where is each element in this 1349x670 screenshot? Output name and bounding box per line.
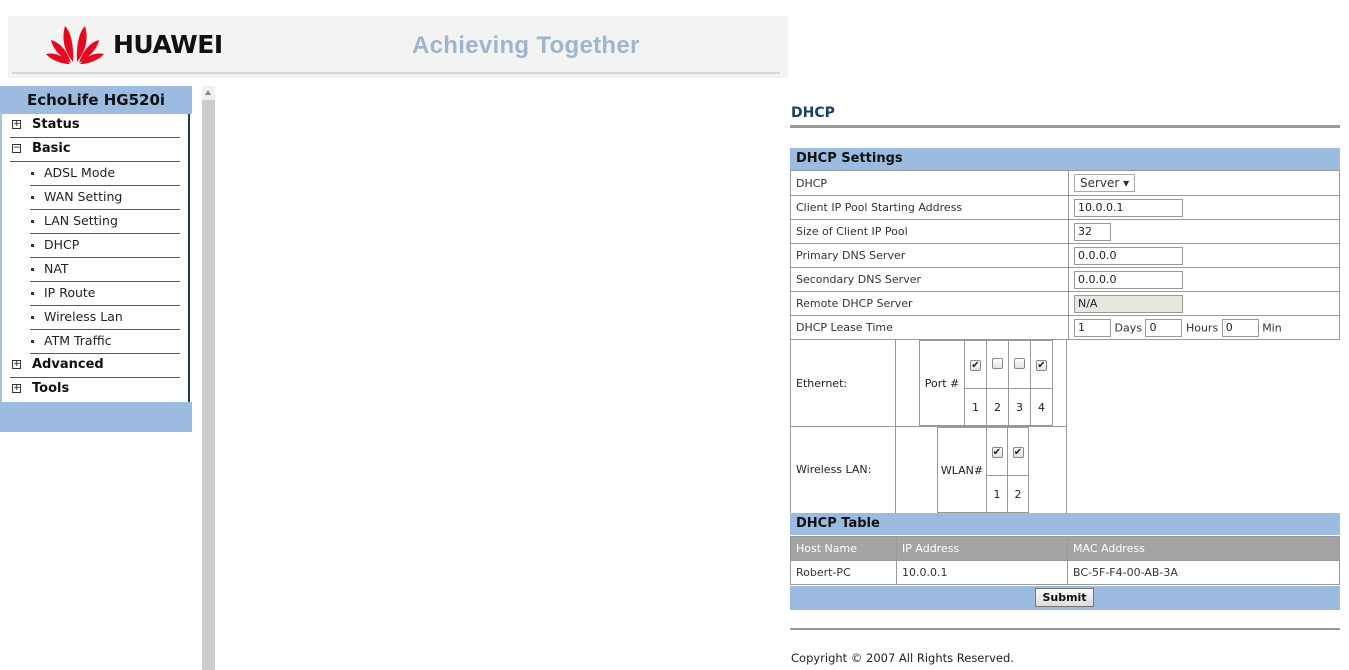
wireless-cell [791,427,1067,514]
expand-icon: + [13,383,21,393]
device-model-title: EchoLife HG520i [0,86,192,114]
brand-name: HUAWEI [113,30,223,59]
nav-item-label: LAN Setting [44,213,118,228]
submit-bar [790,586,1340,610]
ethernet-port-4-checkbox[interactable]: ✔ [1037,360,1046,371]
dhcp-mode-select[interactable]: Server ▾ [1074,174,1135,192]
dhcp-mode-label: DHCP [791,171,1069,196]
copyright-text: Copyright © 2007 All Rights Reserved. [791,651,1014,665]
port-number: 4 [1031,389,1053,426]
brand-slogan: Achieving Together [412,32,640,59]
expand-icon: + [13,119,21,129]
footer-divider [790,628,1340,630]
bullet-icon [31,244,34,247]
port-number: 1 [965,389,987,426]
sidebar-nav [0,114,190,402]
dhcp-client-table [790,536,1340,585]
ethernet-port-1-checkbox[interactable]: ✔ [971,360,980,371]
vertical-scrollbar[interactable] [202,86,215,670]
port-number-label: Port # [920,341,965,426]
column-header: Host Name [791,537,897,561]
nav-group-advanced[interactable] [10,354,180,378]
port-number: 3 [1009,389,1031,426]
nav-item-label: IP Route [44,285,96,300]
bullet-icon [31,220,34,223]
nav-group-label: Tools [32,381,70,396]
nav-item-atm-traffic[interactable] [30,330,180,354]
nav-item-label: WAN Setting [44,189,123,204]
sidebar-footer [0,402,192,432]
ethernet-port-2-checkbox[interactable] [992,358,1003,369]
ethernet-label: Ethernet: [796,377,848,390]
bullet-icon [31,316,34,319]
host-name-cell: Robert-PC [791,561,897,585]
lease-hours-unit: Hours [1185,321,1219,334]
ip-address-cell: 10.0.0.1 [897,561,1068,585]
wlan-number: 2 [1008,476,1029,513]
nav-group-status[interactable] [10,114,180,138]
title-divider [790,125,1340,128]
scroll-up-arrow-icon[interactable] [202,86,215,100]
table-header-row [791,537,1340,561]
port-assignment-block [790,339,1340,513]
lease-days-input[interactable] [1074,319,1111,337]
column-divider [895,340,896,426]
nav-item-label: ATM Traffic [44,333,112,348]
column-header: MAC Address [1068,537,1340,561]
bullet-icon [31,292,34,295]
ethernet-cell [791,340,1067,427]
collapse-icon: − [13,143,21,153]
nav-item-label: NAT [44,261,69,276]
lease-days-unit: Days [1114,321,1142,334]
primary-dns-label: Primary DNS Server [791,244,1069,268]
ethernet-port-table [919,340,1053,426]
pool-size-label: Size of Client IP Pool [791,220,1069,244]
nav-item-ip-route[interactable] [30,282,180,306]
nav-item-wireless-lan[interactable] [30,306,180,330]
nav-group-tools[interactable] [10,378,180,402]
submit-button[interactable]: Submit [1035,588,1094,607]
bullet-icon [31,340,34,343]
remote-dhcp-label: Remote DHCP Server [791,292,1069,316]
primary-dns-input[interactable] [1074,247,1183,265]
nav-item-adsl-mode[interactable] [30,162,180,186]
lease-hours-input[interactable] [1145,319,1182,337]
expand-icon: + [13,359,21,369]
secondary-dns-input[interactable] [1074,271,1183,289]
page-title: DHCP [791,105,835,121]
mac-address-cell: BC-5F-F4-00-AB-3A [1068,561,1340,585]
wlan-number-label: WLAN# [938,428,987,513]
wlan-number: 1 [987,476,1008,513]
huawei-logo-icon [45,18,105,64]
wlan-2-checkbox[interactable]: ✔ [1013,447,1023,458]
lease-time-label: DHCP Lease Time [791,316,1069,340]
header-banner [8,16,788,78]
section-header-dhcp-settings: DHCP Settings [790,148,1340,170]
ethernet-port-3-checkbox[interactable] [1014,358,1025,369]
nav-item-nat[interactable] [30,258,180,282]
nav-item-wan-setting[interactable] [30,186,180,210]
bullet-icon [31,196,34,199]
column-header: IP Address [897,537,1068,561]
secondary-dns-label: Secondary DNS Server [791,268,1069,292]
wlan-1-checkbox[interactable]: ✔ [992,447,1002,458]
pool-start-input[interactable] [1074,199,1183,217]
remote-dhcp-input [1074,295,1183,313]
pool-start-label: Client IP Pool Starting Address [791,196,1069,220]
nav-group-label: Basic [32,141,71,156]
lease-min-input[interactable] [1222,319,1259,337]
pool-size-input[interactable] [1074,223,1111,241]
nav-group-label: Advanced [32,357,104,372]
column-divider [895,427,896,513]
nav-item-lan-setting[interactable] [30,210,180,234]
banner-divider [12,72,780,74]
nav-item-label: DHCP [44,237,80,252]
section-header-dhcp-table: DHCP Table [790,513,1340,535]
wireless-lan-label: Wireless LAN: [796,463,872,476]
lease-min-unit: Min [1262,321,1282,334]
table-row [791,561,1340,585]
nav-item-dhcp[interactable] [30,234,180,258]
nav-item-label: Wireless Lan [44,309,123,324]
nav-group-label: Status [32,117,80,132]
nav-item-label: ADSL Mode [44,165,116,180]
nav-group-basic[interactable] [10,138,180,162]
wlan-port-table [937,427,1029,513]
port-number: 2 [987,389,1009,426]
bullet-icon [31,268,34,271]
bullet-icon [31,172,34,175]
dhcp-settings-table [790,170,1340,340]
